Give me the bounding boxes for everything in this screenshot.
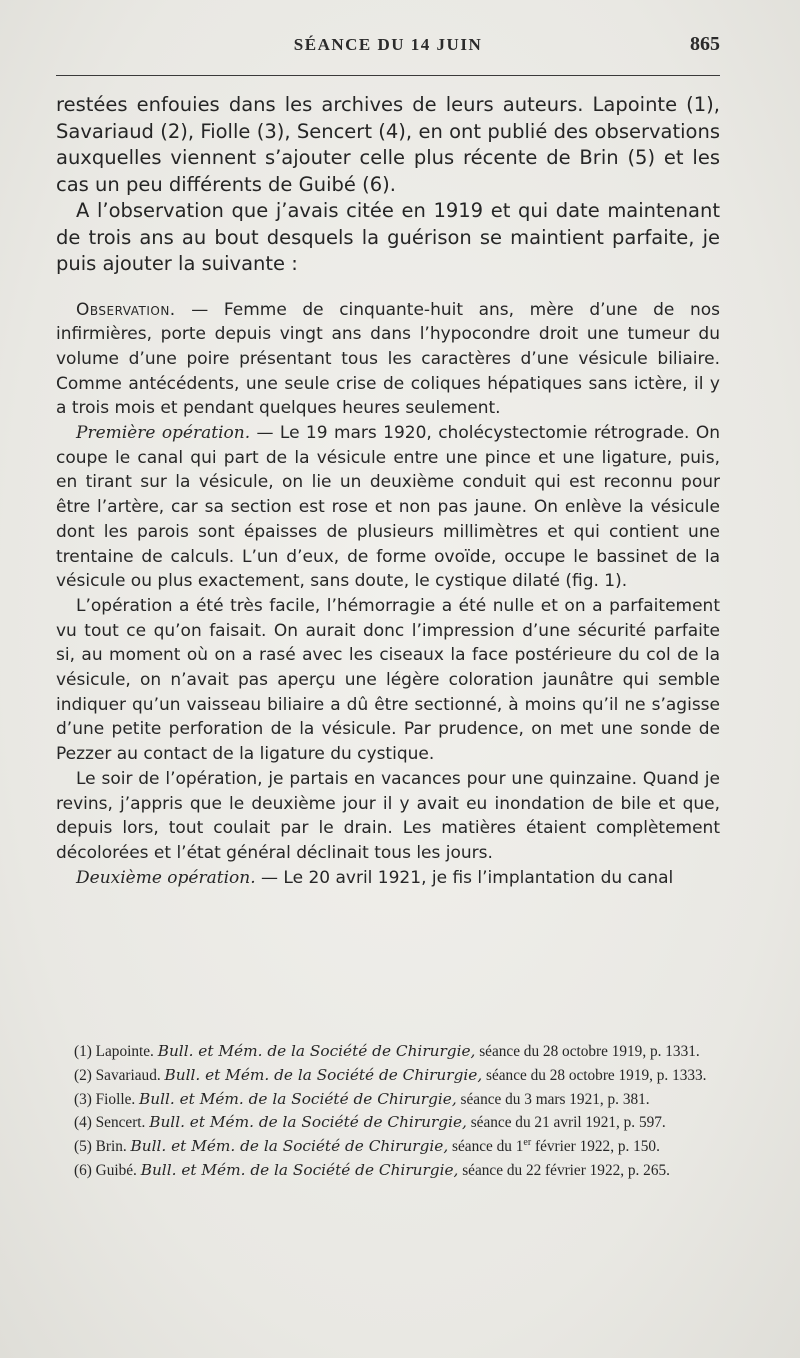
footnote-author: Savariaud.	[95, 1066, 161, 1084]
footnote-4	[56, 1111, 720, 1135]
main-text	[56, 92, 720, 890]
footnote-author: Guibé.	[95, 1161, 137, 1179]
first-operation-text: — Le 19 mars 1920, cholécystectomie rétrograde. On coupe le canal qui part de la vésicule entre une pince et une ligature, puis, en tirant sur la vésicule, on lie un deuxième conduit qui est reconnu pour être l’artère, car sa section est rose et non pas jaune. On enlève la vésicule dont les parois sont épaisses de plusieurs millimètres et qui contient une trentaine de calculs. L’un d’eux, de forme ovoïde, occupe le bassinet de la vésicule ou plus exactement, sans doute, le cystique dilaté (fig. 1).	[56, 423, 720, 592]
footnote-number: (6)	[74, 1161, 92, 1179]
footnote-detail-end: février 1922, p. 150.	[531, 1138, 660, 1156]
footnote-detail: séance du 28 octobre 1919, p. 1333.	[486, 1066, 707, 1084]
second-operation-label: Deuxième opération.	[76, 867, 256, 888]
page-number: 865	[690, 33, 720, 55]
footnote-detail: séance du 1	[452, 1138, 524, 1156]
footnote-detail: séance du 3 mars 1921, p. 381.	[460, 1090, 650, 1108]
footnote-journal: Bull. et Mém. de la Société de Chirurgie,	[164, 1065, 483, 1084]
footnote-number: (4)	[74, 1114, 92, 1132]
footnotes	[56, 1040, 720, 1183]
footnote-detail: séance du 28 octobre 1919, p. 1331.	[479, 1043, 700, 1060]
footnote-5	[56, 1135, 720, 1159]
footnote-journal: Bull. et Mém. de la Société de Chirurgie,	[130, 1137, 449, 1156]
footnote-author: Brin.	[95, 1138, 127, 1156]
header-rule	[56, 75, 720, 76]
first-operation-label: Première opération.	[76, 423, 251, 444]
operation-paragraph: L’opération a été très facile, l’hémorragie a été nulle et on a parfaitement vu tout ce qu’on faisait. On aurait donc l’impression d’une sécurité parfaite si, au moment où on a rasé avec les ciseaux la face postérieure du col de la vésicule, on n’avait pas aperçu une légère coloration jaunâtre qui semble indiquer qu’un vaisseau biliaire a dû être sectionné, à moins qu’il ne s’agisse d’une petite perforation de la vésicule. Par prudence, on met une sonde de Pezzer au contact de la ligature du cystique.	[56, 595, 720, 765]
intro-paragraph-2: A l’observation que j’avais citée en 1919 et qui date maintenant de trois ans au bout desquels la guérison se maintient parfaite, je puis ajouter la suivante :	[56, 199, 720, 275]
footnote-detail: séance du 22 février 1922, p. 265.	[462, 1161, 670, 1179]
evening-paragraph: Le soir de l’opération, je partais en vacances pour une quinzaine. Quand je revins, j’appris que le deuxième jour il y avait eu inondation de bile et que, depuis lors, tout coulait par le drain. Les matières étaient complètement décolorées et l’état général déclinait tous les jours.	[56, 768, 720, 863]
footnote-3	[56, 1088, 720, 1112]
footnote-2	[56, 1064, 720, 1088]
footnote-author: Sencert.	[95, 1114, 146, 1132]
footnote-number: (2)	[74, 1066, 92, 1084]
footnote-journal: Bull. et Mém. de la Société de Chirurgie,	[140, 1160, 459, 1179]
footnote-6	[56, 1159, 720, 1183]
observation-section	[56, 298, 720, 891]
second-operation-paragraph	[56, 866, 720, 891]
footnote-journal: Bull. et Mém. de la Société de Chirurgie,	[157, 1042, 476, 1060]
footnote-detail: séance du 21 avril 1921, p. 597.	[470, 1114, 666, 1132]
footnote-journal: Bull. et Mém. de la Société de Chirurgie,	[149, 1113, 467, 1132]
intro-section	[56, 92, 720, 278]
footnote-number: (5)	[74, 1138, 92, 1156]
observation-paragraph	[56, 298, 720, 422]
observation-text: — Femme de cinquante-huit ans, mère d’une de nos infirmières, porte depuis vingt ans dans l’hypocondre droit une tumeur du volume d’une poire présentant tous les caractères d’une vésicule biliaire. Comme antécédents, une seule crise de coliques hépatiques sans ictère, il y a trois mois et pendant quelques heures seulement.	[56, 299, 720, 419]
footnote-superscript: er	[523, 1137, 532, 1149]
footnote-number: (3)	[74, 1090, 92, 1108]
footnote-number: (1)	[74, 1043, 92, 1060]
intro-paragraph-1: restées enfouies dans les archives de leurs auteurs. Lapointe (1), Savariaud (2), Fiolle (3), Sencert (4), en ont publié des observations auxquelles viennent s’ajouter celle plus récente de Brin (5) et les cas un peu différents de Guibé (6).	[56, 93, 720, 196]
second-operation-text: — Le 20 avril 1921, je fis l’implantation du canal	[255, 867, 674, 888]
footnote-author: Fiolle.	[95, 1090, 136, 1108]
running-header	[56, 33, 720, 61]
footnote-author: Lapointe.	[95, 1043, 154, 1060]
first-operation-paragraph	[56, 421, 720, 594]
footnote-journal: Bull. et Mém. de la Société de Chirurgie,	[139, 1089, 457, 1108]
footnote-1	[56, 1040, 720, 1064]
running-title: SÉANCE DU 14 JUIN	[293, 35, 483, 54]
observation-label: Observation.	[76, 299, 176, 320]
